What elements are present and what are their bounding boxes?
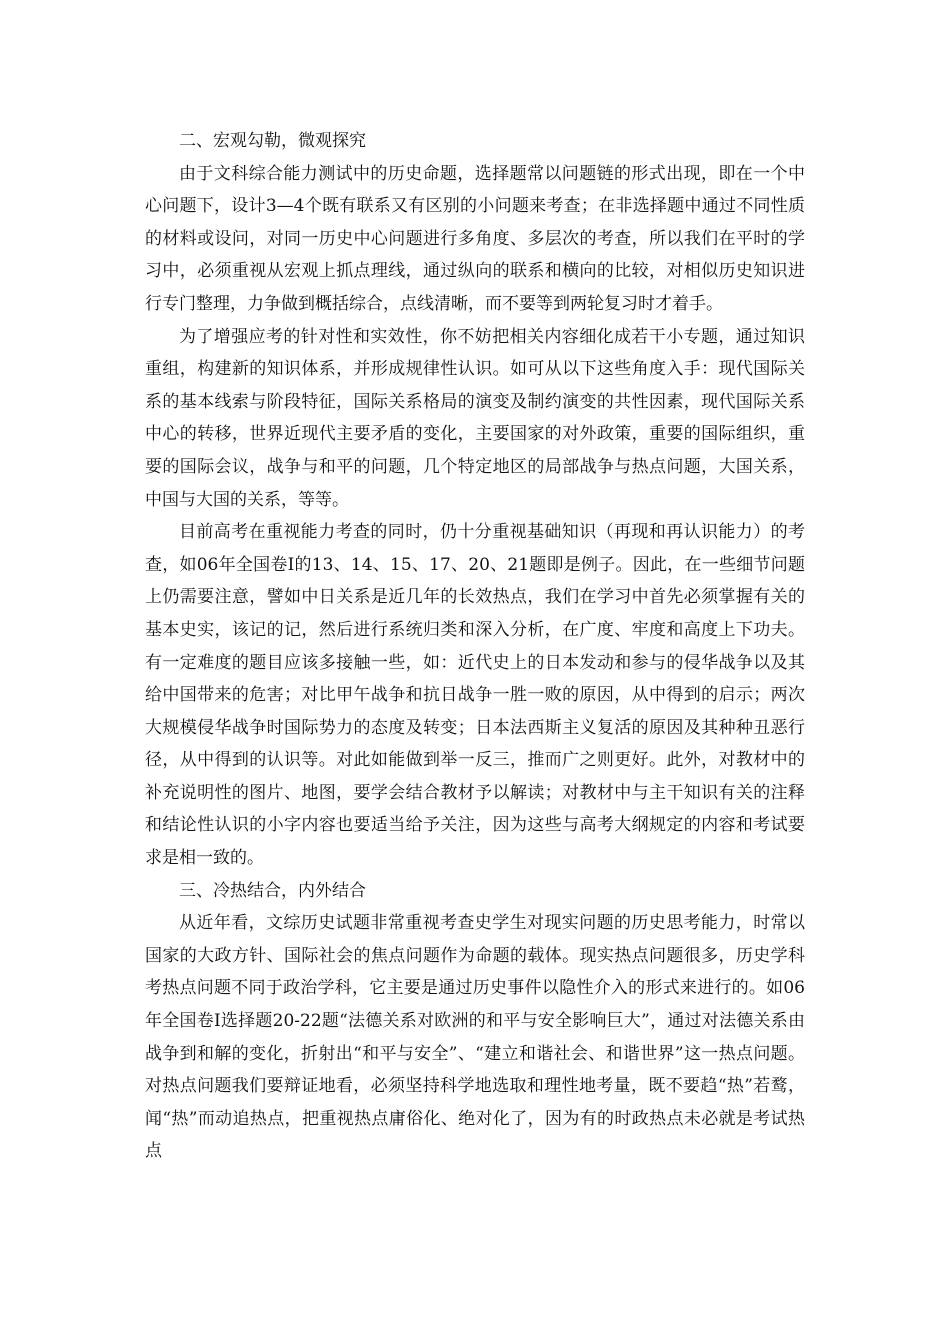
document-page bbox=[145, 125, 805, 1168]
paragraph-topic-study: 为了增强应考的针对性和实效性，你不妨把相关内容细化成若干小专题，通过知识重组，构建新的知识体系，并形成规律性认识。如可从以下这些角度入手：现代国际关系的基本线索与阶段特征，国际关系格局的演变及制约演变的共性因素，现代国际关系中心的转移，世界近现代主要矛盾的变化，主要国家的对外政策，重要的国际组织，重要的国际会议，战争与和平的问题，几个特定地区的局部战争与热点问题，大国关系，中国与大国的关系，等等。 bbox=[145, 326, 805, 510]
section-heading-3: 三、冷热结合，内外结合 bbox=[179, 880, 366, 901]
paragraph-macro-micro: 由于文科综合能力测试中的历史命题，选择题常以问题链的形式出现，即在一个中心问题下，设计3—4个既有联系又有区别的小问题来考查；在非选择题中通过不同性质的材料或设问，对同一历史中心问题进行多角度、多层次的考查，所以我们在平时的学习中，必须重视从宏观上抓点理线，通过纵向的联系和横向的比较，对相似历史知识进行专门整理，力争做到概括综合，点线清晰，而不要等到两轮复习时才着手。 bbox=[145, 163, 805, 314]
section-heading-2: 二、宏观勾勒，微观探究 bbox=[179, 131, 366, 151]
paragraph-basic-knowledge: 目前高考在重视能力考查的同时，仍十分重视基础知识（再现和再认识能力）的考查，如06年全国卷Ⅰ的13、14、15、17、20、21题即是例子。因此，在一些细节问题上仍需要注意，譬如中日关系是近几年的长效热点，我们在学习中首先必须掌握有关的基本史实，该记的记，然后进行系统归类和深入分析，在广度、牢度和高度上下功夫。有一定难度的题目应该多接触一些，如：近代史上的日本发动和参与的侵华战争以及其给中国带来的危害；对比甲午战争和抗日战争一胜一败的原因，从中得到的启示；两次大规模侵华战争时国际势力的态度及转变；日本法西斯主义复活的原因及其种种丑恶行径，从中得到的认识等。对此如能做到举一反三，推而广之则更好。此外，对教材中的补充说明性的图片、地图，要学会结合教材予以解读；对教材中与主干知识有关的注释和结论性认识的小字内容也要适当给予关注，因为这些与高考大纲规定的内容和考试要求是相一致的。 bbox=[145, 522, 805, 869]
paragraph-hot-topics: 从近年看，文综历史试题非常重视考查史学生对现实问题的历史思考能力，时常以国家的大政方针、国际社会的焦点问题作为命题的载体。现实热点问题很多，历史学科考热点问题不同于政治学科，它主要是通过历史事件以隐性介入的形式来进行的。如06年全国卷Ⅰ选择题20-22题“法德关系对欧洲的和平与安全影响巨大”，通过对法德关系由战争到和解的变化，折射出“和平与安全”、“建立和谐社会、和谐世界”这一热点问题。对热点问题我们要辩证地看，必须坚持科学地选取和理性地考量，既不要趋“热”若鹜，闻“热”而动追热点，把重视热点庸俗化、绝对化了，因为有的时政热点未必就是考试热点 bbox=[145, 913, 805, 1162]
